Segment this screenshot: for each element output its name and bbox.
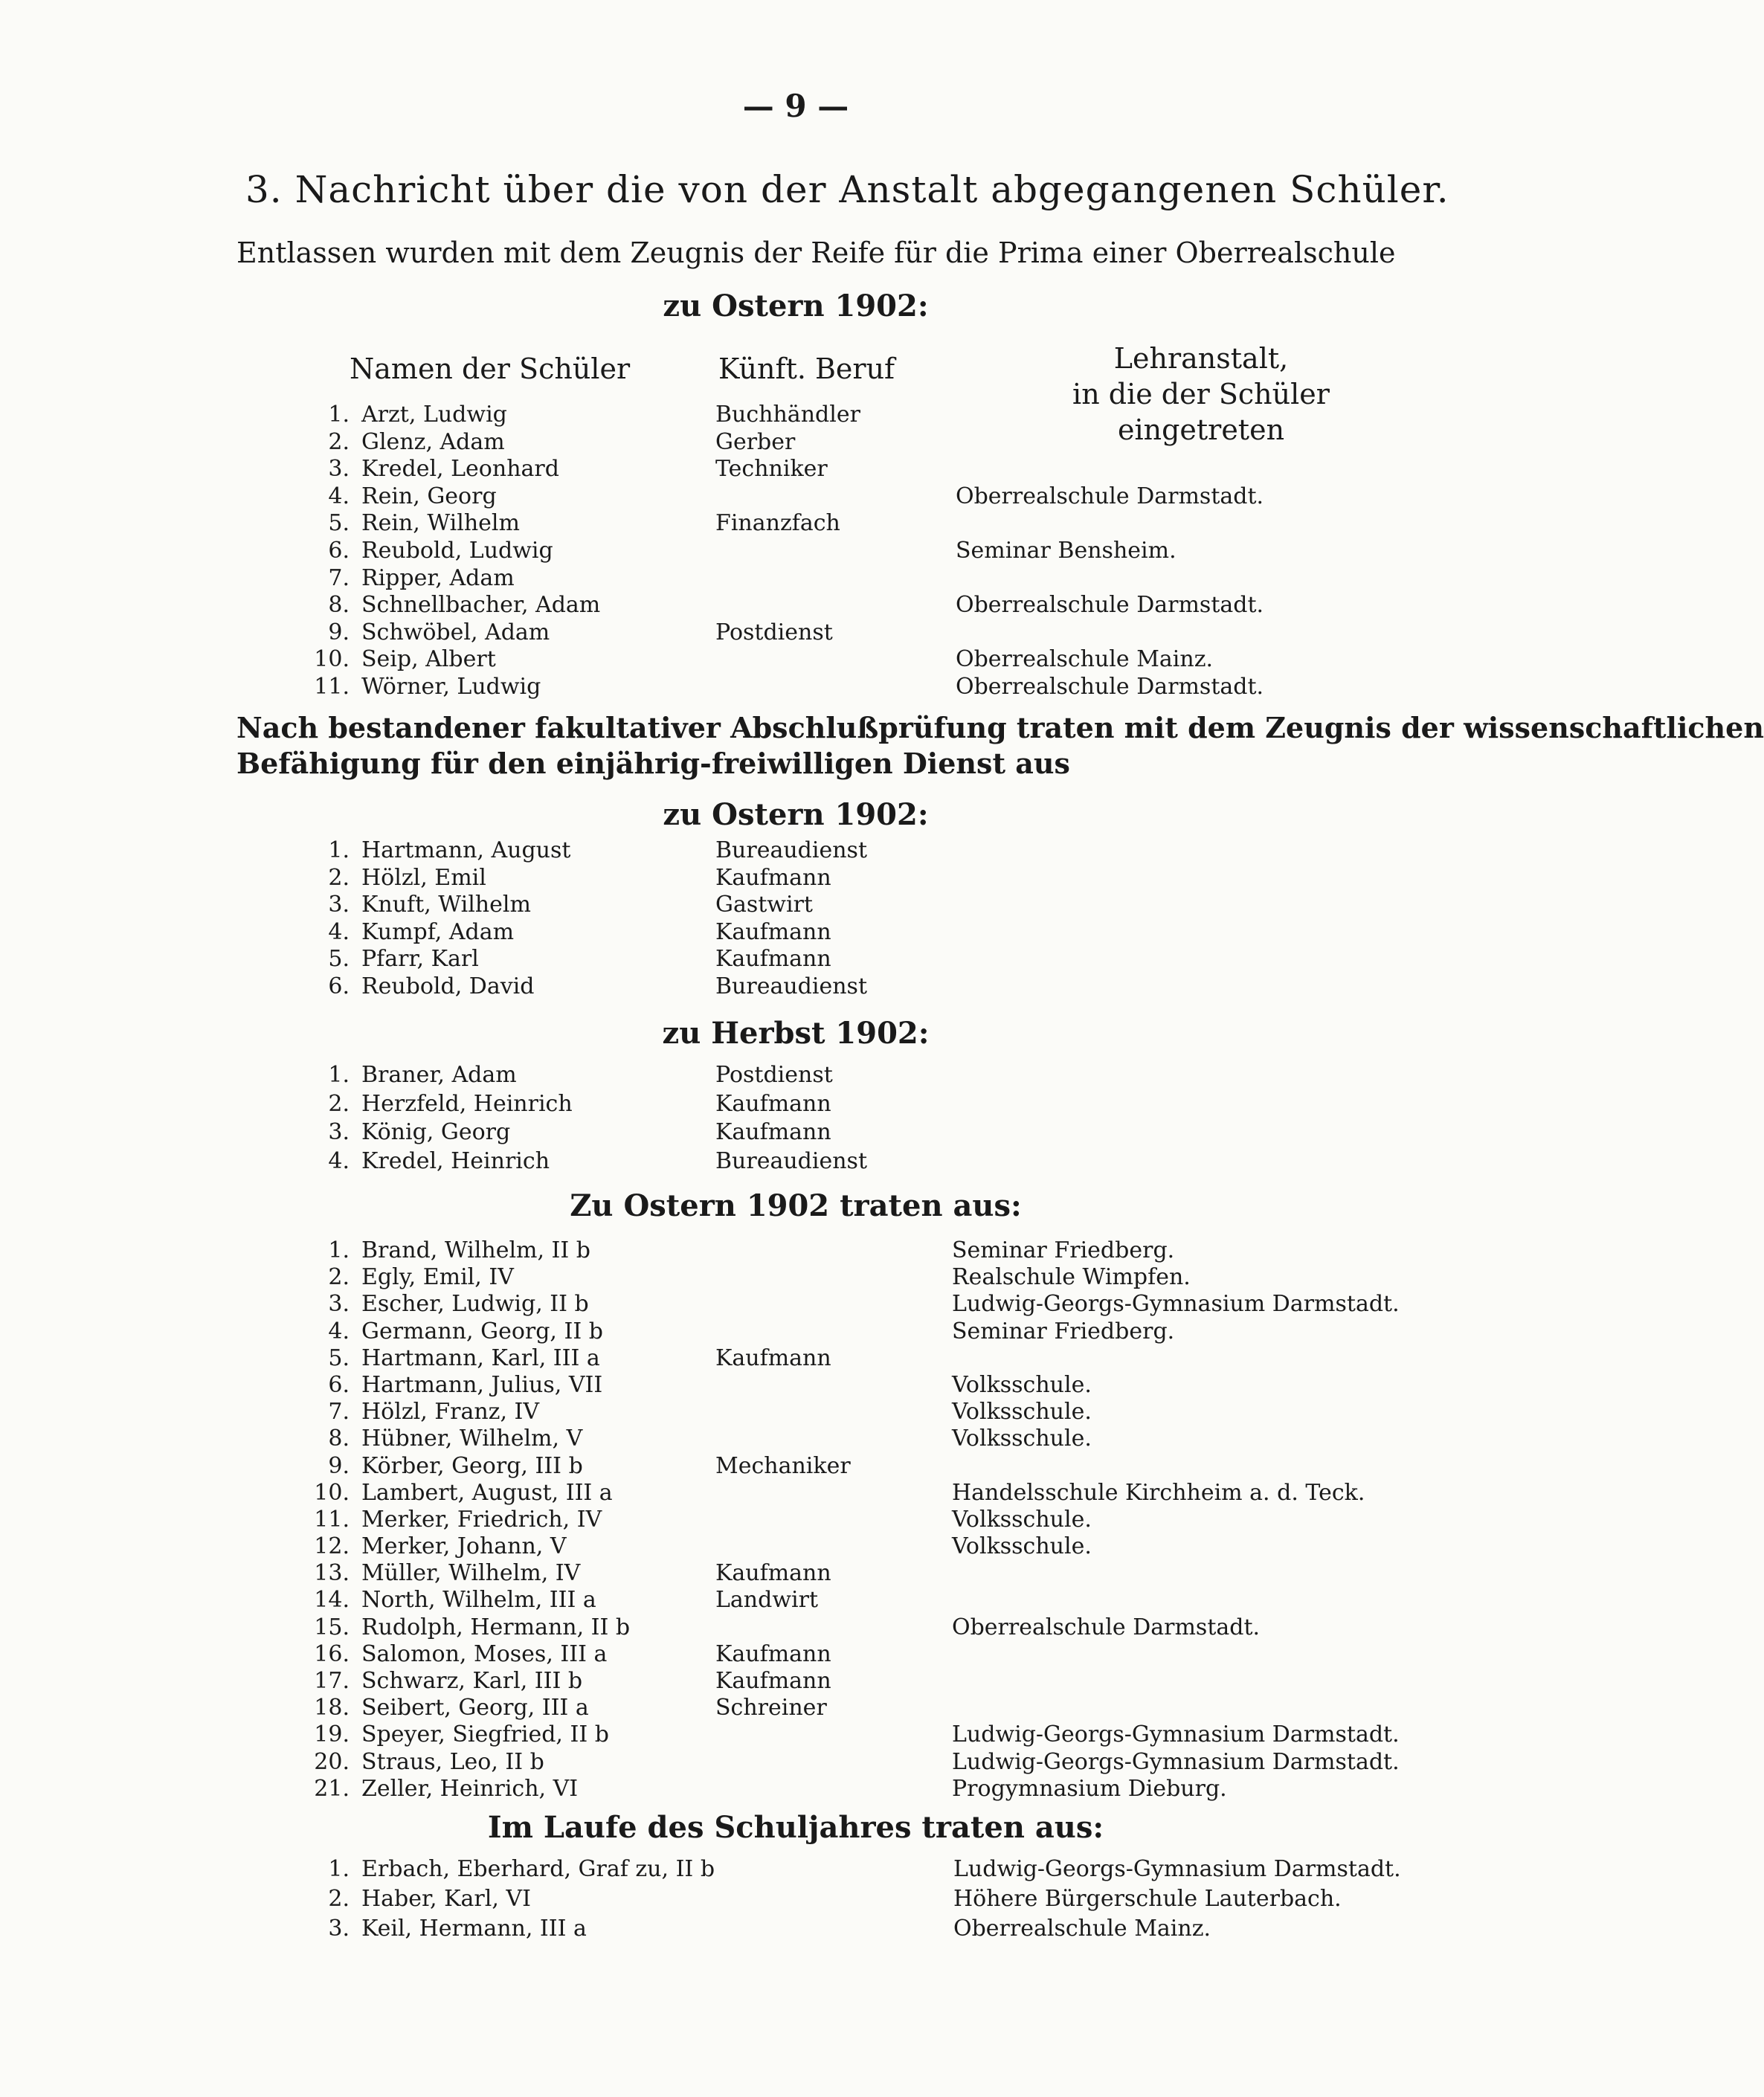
list-item: 2. Hölzl, Emil Kaufmann — [328, 864, 831, 891]
list-item: 7. Hölzl, Franz, IV Volksschule. — [328, 1399, 1092, 1426]
list-item: 7. Ripper, Adam — [328, 564, 515, 591]
list-item: 19. Speyer, Siegfried, II b Ludwig-Georgs-Gymnasium Darmstadt. — [314, 1721, 1400, 1748]
list-item: 2. Herzfeld, Heinrich Kaufmann — [328, 1090, 831, 1117]
heading-ostern-einjaehrig: zu Ostern 1902: — [663, 797, 929, 832]
column-header-institution-line2: in die der Schüler eingetreten — [1072, 378, 1330, 446]
list-item: 12. Merker, Johann, V Volksschule. — [314, 1533, 1092, 1560]
list-item: 5. Pfarr, Karl Kaufmann — [328, 946, 831, 973]
list-item: 6. Reubold, Ludwig Seminar Bensheim. — [328, 537, 1176, 564]
heading-ostern-austritt: Zu Ostern 1902 traten aus: — [570, 1188, 1022, 1223]
list-item: 2. Haber, Karl, VI Höhere Bürgerschule Lauterbach. — [328, 1886, 1342, 1912]
list-item: 10. Lambert, August, III a Handelsschule Kirchheim a. d. Teck. — [314, 1479, 1365, 1506]
list-item: 13. Müller, Wilhelm, IV Kaufmann — [314, 1560, 831, 1587]
list-item: 21. Zeller, Heinrich, VI Progymnasium Dieburg. — [314, 1775, 1227, 1802]
list-item: 2. Egly, Emil, IV Realschule Wimpfen. — [328, 1264, 1191, 1291]
heading-herbst: zu Herbst 1902: — [662, 1016, 930, 1051]
intro-einjaehrig-line1: Nach bestandener fakultativer Abschlußprüfung traten mit dem Zeugnis der wissenschaftlichen — [236, 711, 1764, 744]
ostern-austritt-list — [0, 1237, 1591, 1803]
page-number: — 9 — — [742, 88, 849, 124]
list-item: 15. Rudolph, Hermann, II b Oberrealschule Darmstadt. — [314, 1614, 1261, 1640]
column-header-beruf: Künft. Beruf — [718, 352, 895, 385]
list-item: 14. North, Wilhelm, III a Landwirt — [314, 1587, 819, 1614]
list-item: 1. Arzt, Ludwig Buchhändler — [328, 402, 860, 428]
list-item: 4. Rein, Georg Oberrealschule Darmstadt. — [328, 483, 1264, 509]
list-item: 1. Braner, Adam Postdienst — [328, 1062, 833, 1088]
list-item: 4. Germann, Georg, II b Seminar Friedberg. — [328, 1318, 1175, 1344]
list-item: 11. Merker, Friedrich, IV Volksschule. — [314, 1506, 1092, 1533]
reife-list — [0, 402, 1591, 701]
list-item: 17. Schwarz, Karl, III b Kaufmann — [314, 1668, 831, 1694]
list-item: 6. Hartmann, Julius, VII Volksschule. — [328, 1371, 1092, 1398]
heading-ostern-reife: zu Ostern 1902: — [663, 289, 929, 323]
list-item: 3. Keil, Hermann, III a Oberrealschule Mainz. — [328, 1916, 1211, 1942]
schuljahr-austritt-list — [0, 1856, 1591, 1945]
list-item: 8. Schnellbacher, Adam Oberrealschule Darmstadt. — [328, 592, 1264, 619]
list-item: 1. Brand, Wilhelm, II b Seminar Friedberg. — [328, 1237, 1175, 1263]
intro-einjaehrig-line2: Befähigung für den einjährig-freiwilligen Dienst aus — [236, 747, 1070, 780]
list-item: 2. Glenz, Adam Gerber — [328, 428, 796, 455]
intro-abitur: Entlassen wurden mit dem Zeugnis der Reife für die Prima einer Oberrealschule — [236, 236, 1396, 269]
list-item: 5. Hartmann, Karl, III a Kaufmann — [328, 1344, 831, 1371]
list-item: 1. Hartmann, August Bureaudienst — [328, 837, 867, 863]
list-item: 5. Rein, Wilhelm Finanzfach — [328, 510, 840, 537]
list-item: 18. Seibert, Georg, III a Schreiner — [314, 1695, 827, 1721]
list-item: 11. Wörner, Ludwig Oberrealschule Darmstadt. — [314, 673, 1264, 700]
column-header-names: Namen der Schüler — [350, 352, 631, 385]
list-item: 3. König, Georg Kaufmann — [328, 1119, 831, 1146]
list-item: 10. Seip, Albert Oberrealschule Mainz. — [314, 646, 1214, 673]
list-item: 16. Salomon, Moses, III a Kaufmann — [314, 1640, 831, 1667]
einjaehrig-ostern-list — [0, 837, 1591, 1001]
heading-schuljahr: Im Laufe des Schuljahres traten aus: — [487, 1810, 1104, 1845]
list-item: 6. Reubold, David Bureaudienst — [328, 973, 867, 999]
list-item: 3. Knuft, Wilhelm Gastwirt — [328, 892, 813, 918]
list-item: 8. Hübner, Wilhelm, V Volksschule. — [328, 1426, 1092, 1452]
einjaehrig-herbst-list — [0, 1062, 1591, 1176]
list-item: 3. Kredel, Leonhard Techniker — [328, 456, 828, 483]
column-header-institution-line1: Lehranstalt, — [1113, 342, 1289, 375]
list-item: 9. Körber, Georg, III b Mechaniker — [328, 1452, 851, 1479]
list-item: 3. Escher, Ludwig, II b Ludwig-Georgs-Gymnasium Darmstadt. — [328, 1291, 1400, 1318]
list-item: 4. Kumpf, Adam Kaufmann — [328, 918, 831, 945]
section-title: 3. Nachricht über die von der Anstalt abgegangenen Schüler. — [245, 168, 1449, 211]
list-item: 1. Erbach, Eberhard, Graf zu, II b Ludwig-Georgs-Gymnasium Darmstadt. — [328, 1856, 1401, 1882]
list-item: 9. Schwöbel, Adam Postdienst — [328, 619, 833, 645]
list-item: 4. Kredel, Heinrich Bureaudienst — [328, 1147, 867, 1174]
list-item: 20. Straus, Leo, II b Ludwig-Georgs-Gymnasium Darmstadt. — [314, 1748, 1400, 1775]
